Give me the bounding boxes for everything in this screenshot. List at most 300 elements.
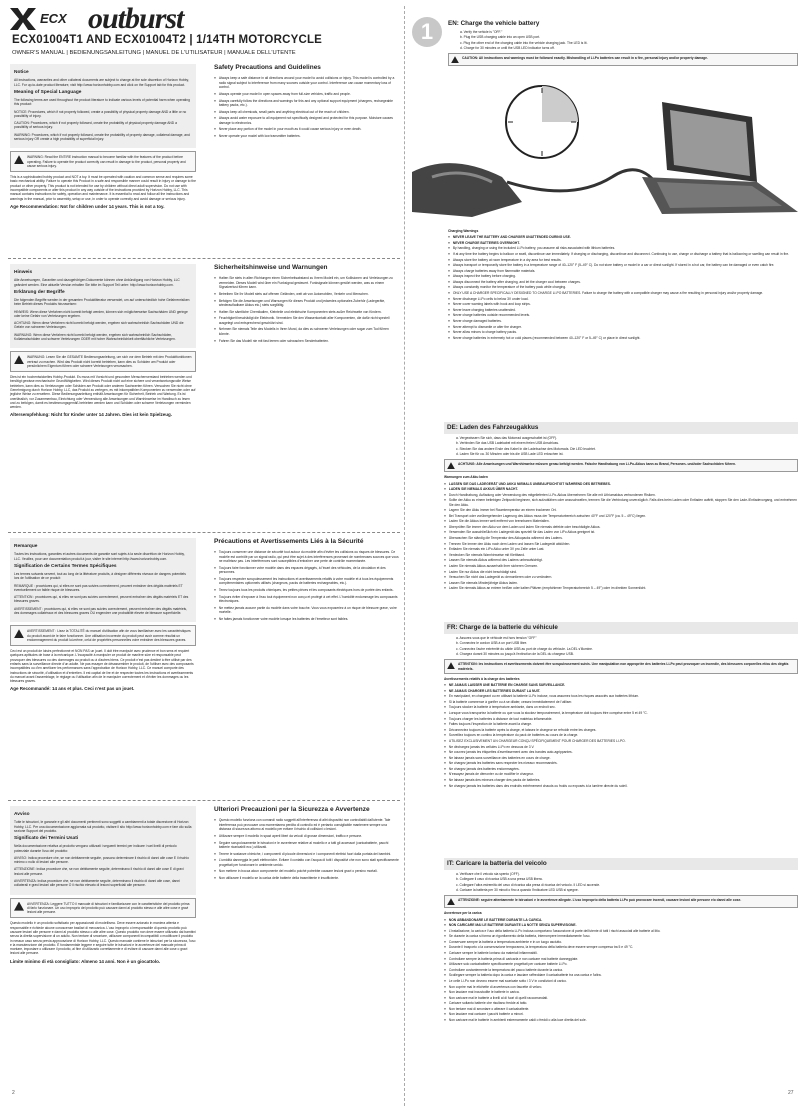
item-text: Sollte der Akku zu einem beliebigen Zeitpunkt beginnen, sich aufzublähen oder anzuschwellen, trennen Sie die Verbindung unverzüglich. Falls dies beim Laden oder Entladen auftritt, stoppen Sie den Lade-/Entladevorgang, und entnehmen Sie den Akku. <box>448 498 797 507</box>
notice-heading: Avviso <box>14 812 30 817</box>
warning-item <box>444 923 798 927</box>
bullet-marker: » <box>444 744 446 749</box>
warning-item <box>444 519 798 523</box>
warning-item <box>444 700 798 704</box>
item-text: Ne laissez jamais des mineurs charger des packs de batteries. <box>448 777 541 782</box>
bullet-marker: » <box>444 563 446 568</box>
item-text: Always charge batteries away from flammable materials. <box>452 268 536 273</box>
bullet-marker: » <box>444 772 446 777</box>
notice-text: All instructions, warranties and other collateral documents are subject to change at the sole discretion of Horizon Hobby, LLC. For up-to-date product literature, visit http://www.horizonhobby.com and click on the Support tab for this product. <box>14 78 189 87</box>
caution-box <box>444 459 798 472</box>
charge-steps <box>444 636 798 656</box>
notice-text: Toutes les instructions, garanties et autres documents de garantie sont sujets à la seule discrétion de Horizon Hobby, LLC. Veuillez, pour une documentation produit à jour, visiter le site internet http://www.horizonhobby.com. <box>14 552 185 561</box>
charge-step: c. Stecken Sie das andere Ende des Kabel in die Ladebuchse des Motorrads. Die LED leuchtet. <box>456 446 596 451</box>
safety-item <box>214 99 400 108</box>
fr-safety-column <box>214 538 400 624</box>
charge-steps <box>444 436 798 456</box>
bullet-marker: » <box>444 733 446 738</box>
item-text: Never operate your model with low transmitter batteries. <box>218 134 301 139</box>
bullet-marker: » <box>444 967 446 972</box>
item-text: Always keep a safe distance in all directions around your model to avoid collisions or injury. This model is controlled by a radio signal subject to interference from many sources outside your control. Interference can cause momentary loss of control. <box>218 76 395 89</box>
warning-definition: AVERTISSEMENT : procédures qui, si elles ne sont pas suivies correctement, peuvent entraîner des dégâts matériels, des dommages collatéraux et des blessures graves OU engendrer une probabilité élevée de blessure superficielle. <box>14 606 187 615</box>
warning-item <box>448 336 798 340</box>
brand-logo: ECX <box>40 11 67 26</box>
item-text: Ne couvrez jamais les étiquettes d'avertissement avec des bandes auto-agrippantes. <box>448 750 573 755</box>
bullet-marker: » <box>448 291 450 296</box>
warning-box-text: WARNING: Read the ENTIRE instruction manual to become familiar with the features of the product before operating. Failure to operate the product correctly can result in damage to the product, personal property and cause serious injury. <box>27 155 186 168</box>
warnings-list <box>444 683 798 788</box>
warning-item <box>444 581 798 585</box>
safety-list <box>214 550 400 621</box>
warning-item <box>448 302 798 306</box>
de-safety-column <box>214 264 400 345</box>
bullet-marker: » <box>444 928 446 933</box>
warning-box <box>10 898 196 919</box>
ecx-x-logo-icon <box>10 8 36 30</box>
warning-item <box>444 694 798 698</box>
bullet-marker: » <box>448 285 450 290</box>
bullet-marker: » <box>444 699 446 704</box>
bullet-marker: » <box>444 945 446 950</box>
bullet-marker: » <box>444 552 446 557</box>
bullet-marker: » <box>444 750 446 755</box>
caution-text: ATTENTION: les instructions et avertissements doivent être scrupuleusement suivis. Une manipulation non appropriée des batteries Li-Po peut provoquer un incendie, des blessures corporelles et/ou des dégâts matériels. <box>458 662 789 671</box>
warning-item <box>444 750 798 754</box>
warning-box-text: AVERTISSEMENT : Lisez la TOTALITÉ du manuel d'utilisation afin de vous familiariser avec les caractéristiques du produit avant de le faire fonctionner. Une utilisation incorrecte du produit peut avoir comme résultat un endommagement du produit lui-même, celui de propriétés personnelles voire entraîner des blessures graves. <box>27 629 191 642</box>
bullet-marker: » <box>214 98 216 103</box>
bullet-marker: » <box>214 605 216 610</box>
item-text: Non caricare mai le batterie a livelli al di fuori di quelli raccomandati. <box>448 995 548 1000</box>
item-text: Ne faites jamais fonctionner votre modèle lorsque les batteries de l'émetteur sont faibles. <box>218 616 349 621</box>
item-text: Laden Sie die Akkus immer weit entfernt von brennbaren Materialien. <box>448 519 550 524</box>
charge-fr-title: FR: Charge de la batterie du véhicule <box>444 622 798 634</box>
caution-text: ATTENZIONE: seguire attentamente le istruzioni e le avvertenze allegate. L'uso improprio della batteria Li-Po può provocare incendi, causare lesioni alle persone e/o danni alle cose. <box>458 898 742 903</box>
warning-item <box>444 979 798 983</box>
warning-item <box>444 745 798 749</box>
notice-heading: Hinweis <box>14 270 33 275</box>
bullet-marker: » <box>444 547 446 552</box>
warning-item <box>444 570 798 574</box>
meaning-heading: Erklärung der Begriffe <box>14 289 65 295</box>
bullet-marker: » <box>448 274 450 279</box>
safety-item <box>214 858 400 867</box>
bullet-marker: » <box>444 1012 446 1017</box>
bullet-marker: » <box>448 324 450 329</box>
page-divider <box>404 6 405 1106</box>
warning-item <box>448 258 798 262</box>
bullet-marker: » <box>444 705 446 710</box>
warning-item <box>444 918 798 922</box>
caution-text: CAUTION: All instructions and warnings must be followed exactly. Mishandling of Li-Po batteries can result in a fire, personal injury and/or property damage. <box>462 56 708 61</box>
item-text: Laden Sie nur Akkus die nicht beschädigt sind. <box>448 569 518 574</box>
item-text: NE JAMAIS CHARGER LES BATTERIES DURANT LA NUIT. <box>448 688 541 693</box>
charge-step: d. Caricare la batteria per 30 minuti o fino a quando l'indicatore LED USB si spegne. <box>456 888 579 893</box>
item-text: Always keep all chemicals, small parts and anything electrical out of the reach of children. <box>218 109 350 114</box>
notice-heading: Notice <box>14 70 29 75</box>
caution-text: ACHTUNG: Alle Anweisungen und Warnhinweise müssen genau befolgt werden. Falsche Handhabung von Li-Po-Akkus kann zu Brand, Personen- und/oder Sachschäden führen. <box>458 462 736 467</box>
bullet-marker: » <box>214 869 216 874</box>
item-text: Always carefully follow the directions and warnings for this and any optional support equipment (chargers, rechargeable battery packs, etc.). <box>218 98 393 107</box>
caution-definition: ACHTUNG: Wenn diese Verfahren nicht korrekt befolgt werden, ergeben sich wahrscheinlich Sachschäden UND die Gefahr von schweren Verletzungen. <box>14 321 184 330</box>
bullet-marker: » <box>214 298 216 303</box>
bullet-marker: » <box>214 316 216 321</box>
laptop-icon <box>642 102 798 214</box>
charge-en-section <box>448 20 798 69</box>
item-text: NEVER CHARGE BATTERIES OVERNIGHT. <box>452 240 520 245</box>
item-text: Non caricare mai le batterie in ambienti estremamente caldi o freddi o alla luce diretta del sole. <box>448 1017 587 1022</box>
warning-triangle-icon <box>14 629 24 638</box>
bullet-marker: » <box>214 594 216 599</box>
item-text: Befolgen Sie die Anweisungen und Warnungen für dieses Produkt und jedwedes optionales Zubehör (Ladegeräte, wiederaufladbare Akkus etc.) stets sorgfältig. <box>218 298 386 307</box>
bullet-marker: » <box>214 565 216 570</box>
warning-item <box>444 728 798 732</box>
bullet-marker: » <box>444 738 446 743</box>
caution-definition: ATTENZIONE: Indica procedure che, se non debitamente seguite, determinano il rischio di danni alle cose E di gravi lesioni alle persone. <box>14 867 184 876</box>
header <box>10 2 400 60</box>
item-text: Lassen Sie niemals Minderjährige Akkus laden. <box>448 580 518 585</box>
warning-item <box>444 525 798 529</box>
divider <box>8 800 400 801</box>
bullet-marker: » <box>444 761 446 766</box>
bullet-marker: » <box>448 330 450 335</box>
safety-item <box>214 550 400 563</box>
charge-steps <box>444 872 798 892</box>
safety-item <box>214 92 400 96</box>
item-text: Laden Sie niemals Akkus ausserhalb ihrer sicheren Grenzen. <box>448 563 539 568</box>
warning-item <box>444 683 798 687</box>
item-text: Always operate your model in open spaces away from full-size vehicles, traffic and people. <box>218 91 351 96</box>
charge-en-warnings <box>448 226 798 341</box>
page-number-right: 27 <box>788 1090 794 1096</box>
warning-item <box>448 263 798 267</box>
warning-item <box>444 990 798 994</box>
bullet-marker: » <box>444 956 446 961</box>
notice-heading: Remarque <box>14 544 38 549</box>
warnings-heading: Warnungen zum Akku laden <box>444 475 488 480</box>
bullet-marker: » <box>444 508 446 513</box>
bullet-marker: » <box>214 616 216 621</box>
safety-item <box>214 577 400 586</box>
safety-heading: Safety Precautions and Guidelines <box>214 64 321 71</box>
divider <box>8 532 400 533</box>
warning-item <box>444 784 798 788</box>
item-text: Halten Sie stets in allen Richtungen einen Sicherheitsabstand zu Ihrem Modell ein, um Kollisionen und Verletzungen zu vermeiden. Dieses Modell wird über ein Funksignal gesteuert. Funksignale können gestört werden, was zu einem Signalverlust führen kann. <box>218 276 393 289</box>
item-text: Überwachen Sie ständig die Temperatur des Akkupacks während des Ladens. <box>448 536 563 541</box>
notice-text: Alle Anweisungen, Garantien und dazugehörigen Dokumente können ohne Ankündigung von Horizon Hobby, LLC geändert werden. Eine aktuelle Version erhalten Sie bitte im Support Teil unter: http://www.horizonhobby.com. <box>14 278 180 287</box>
charge-step: d. Laden Sie für ca. 30 Minuten oder bis die USB Lade LED erloschen ist. <box>456 452 564 457</box>
safety-heading: Précautions et Avertissements Liés à la Sécurité <box>214 538 364 545</box>
caution-box <box>444 659 798 674</box>
item-text: Durante il trasporto o la conservazione temporanea, la temperatura della batteria deve essere sempre compresa tra 5 e 49 °C. <box>448 945 634 950</box>
charge-step: c. Connectez l'autre extrémité du câble USB au port de charge du véhicule. La DEL s'illumine. <box>456 646 593 651</box>
warning-box-text: WARNUNG: Lesen Sie die GESAMTE Bedienungsanleitung, um sich vor dem Betrieb mit den Produktfunktionen vertraut zu machen. Wird das Produkt nicht korrekt betrieben, kann dies zu Schäden am Produkt oder persönlichem Eigentum führen oder schwere Verletzungen verursachen. <box>27 355 192 368</box>
warning-item <box>444 530 798 534</box>
item-text: Surveillez toujours en continu la température du pack de batteries au cours de la charge. <box>448 733 579 738</box>
warning-item <box>448 235 798 239</box>
warnings-heading: Charging Warnings <box>448 229 479 233</box>
bullet-marker: » <box>444 917 446 922</box>
item-text: Caricare sempre le batterie lontano da materiali infiammabili. <box>448 951 538 956</box>
item-text: Non lasciare mai caricare i pacchi batterie a minori. <box>448 1012 524 1017</box>
warning-item <box>448 313 798 317</box>
bullet-marker: » <box>444 722 446 727</box>
bullet-marker: » <box>448 313 450 318</box>
page-number-left: 2 <box>12 1090 15 1096</box>
meaning-intro: Les termes suivants servent, tout au long de la littérature produits, à désigner différents niveaux de dangers potentiels lors de l'utilisation de ce produit: <box>14 572 186 581</box>
item-text: Toujours faire fonctionner votre modèle dans des espaces dégagés, à l'écart des véhicules, de la circulation et des personnes. <box>218 565 386 575</box>
warning-item <box>448 274 798 278</box>
warning-item <box>448 241 798 245</box>
charge-it-title: IT: Caricare la batteria del veicolo <box>444 858 798 870</box>
item-text: Ne mettez jamais aucune partie du modèle dans votre bouche. Vous vous exposeriez à un risque de blessure grave, voire mortelle. <box>218 605 397 615</box>
bullet-marker: » <box>444 755 446 760</box>
item-text: Verwenden Sie ausschließlich ein Ladegerät das speziell für das Laden von LiPo Akkus geeignet ist. <box>448 530 596 535</box>
warning-item <box>444 945 798 949</box>
safety-item <box>214 110 400 114</box>
bullet-marker: » <box>444 536 446 541</box>
warning-item <box>444 996 798 1000</box>
bullet-marker: » <box>444 973 446 978</box>
bullet-marker: » <box>444 990 446 995</box>
bullet-marker: » <box>448 246 450 251</box>
meaning-heading: Signification de Certains Termes Spécifiques <box>14 563 117 569</box>
intro-paragraph: This is a sophisticated hobby product and NOT a toy. It must be operated with caution and common sense and requires some basic mechanical ability. Failure to operate this Product in a safe and responsible manner could result in injury or damage to the product or other property. This product is not intended for use by children without direct adult supervision. Do not use with incompatible components or alter this product in any way outside of the instructions provided by Horizon Hobby, LLC. This manual contains instructions for safety, operation and maintenance. It is essential to read and follow all the instructions and warnings in the manual, prior to assembly, setup or use, in order to operate correctly and avoid damage or serious injury. <box>10 175 196 201</box>
item-text: Never charge batteries outside recommended levels. <box>452 313 530 318</box>
charge-step: b. Plug the USB charging cable into an open USB port. <box>460 35 541 40</box>
bullet-marker: » <box>214 276 216 281</box>
bullet-marker: » <box>214 818 216 823</box>
warning-item <box>444 739 798 743</box>
safety-item <box>214 834 400 838</box>
item-text: Si la batterie commence à gonfler ou à se dilater, cessez immédiatement de l'utiliser. <box>448 699 573 704</box>
charge-en-title: EN: Charge the vehicle battery <box>448 20 540 27</box>
bullet-marker: » <box>444 934 446 939</box>
bullet-marker: » <box>448 252 450 257</box>
charge-de-title: DE: Laden des Fahrzeugakkus <box>444 422 798 434</box>
notice-box <box>10 806 196 895</box>
warning-item <box>444 1007 798 1011</box>
warning-item <box>444 929 798 933</box>
item-text: Toujours respecter scrupuleusement les instructions et avertissements relatifs à votre modèle et à tous les équipements complémentaires optionnels utilisés (chargeurs, packs de batteries rechargeables, etc.). <box>218 576 394 586</box>
bullet-marker: » <box>444 783 446 788</box>
bullet-marker: » <box>444 530 446 535</box>
safety-item <box>214 617 400 621</box>
item-text: If at any time the battery begins to balloon or swell, discontinue use immediately. If charging or discharging, discontinue and disconnect. Continuing to use, charge or discharge a battery that is ballooning or swelling can result in fire. <box>452 252 790 257</box>
safety-item <box>214 276 400 289</box>
item-text: Non utilizzare il modello se la carica delle batterie della trasmittente è insufficiente. <box>218 876 339 881</box>
warning-item <box>448 308 798 312</box>
warning-item <box>448 252 798 256</box>
warning-item <box>448 330 798 334</box>
item-text: Ne chargez jamais les batteries sans respecter les niveaux recommandés. <box>448 761 558 766</box>
warning-item <box>444 493 798 497</box>
bullet-marker: » <box>444 481 446 486</box>
charge-step: b. Collegare il cavo di ricarica USB a una presa USB libera. <box>456 877 543 882</box>
bullet-marker: » <box>448 318 450 323</box>
charge-step: b. Verbinden Sie das USB Ladekabel mit einem freien USB Anschluss. <box>456 441 559 446</box>
item-text: Scollegare sempre la batteria dopo la carica e lasciare raffreddare il caricabatterie tra una carica e l'altra. <box>448 973 602 978</box>
warning-item <box>444 722 798 726</box>
bullet-marker: » <box>444 1001 446 1006</box>
bullet-marker: » <box>444 716 446 721</box>
bullet-marker: » <box>444 939 446 944</box>
item-text: Never allow minors to charge battery packs. <box>452 330 517 335</box>
warning-item <box>444 733 798 737</box>
charge-step: d. Chargez durant 30 minutes ou jusqu'à l'extinction de la DEL du chargeur USB. <box>456 652 574 657</box>
caution-triangle-icon <box>447 898 455 905</box>
warning-item <box>448 319 798 323</box>
item-text: Never discharge Li-Po cells to below 3V under load. <box>452 296 529 301</box>
bullet-marker: » <box>444 995 446 1000</box>
item-text: NEVER LEAVE THE BATTERY AND CHARGER UNATTENDED DURING USE. <box>452 235 571 240</box>
warning-item <box>444 778 798 782</box>
step-number-badge: 1 <box>412 17 442 47</box>
warning-item <box>444 536 798 540</box>
bullet-marker: » <box>444 711 446 716</box>
item-text: LASSEN SIE DAS LADEGERÄT UND AKKU NIEMALS UNBEAUFSICHTIGT WÄHREND DES BETRIEBES. <box>448 481 611 486</box>
safety-item <box>214 310 400 314</box>
bullet-marker: » <box>444 688 446 693</box>
safety-item <box>214 299 400 308</box>
item-text: Halten Sie sämtliche Chemikalien, Kleinteile und elektrische Komponenten stets außer Reichweite von Kindern. <box>218 309 382 314</box>
warning-item <box>444 1018 798 1022</box>
item-text: Ne chargez jamais les batteries dans des endroits extrêmement chauds ou froids ou exposés à la lumière directe du soleil. <box>448 783 628 788</box>
item-text: NE JAMAIS LAISSER UNE BATTERIE EN CHARGE SANS SURVEILLANCE. <box>448 683 566 688</box>
charge-step: c. Plug the other end of the charging cable into the vehicle charging jack. The LED is lit. <box>460 40 588 45</box>
warning-triangle-icon <box>14 355 24 364</box>
charge-step: d. Charge for 30 minutes or until the USB LED indicator turns off. <box>460 46 555 51</box>
item-text: Lagern Sie den Akku immer bei Raumtemperatur an einem trockenen Ort. <box>448 508 557 513</box>
warning-item <box>444 553 798 557</box>
item-text: Non mettere in bocca alcun componente del modello poiché potrebbe causare lesioni gravi o persino mortali. <box>218 869 378 874</box>
bullet-marker: » <box>448 302 450 307</box>
warning-item <box>444 957 798 961</box>
item-text: Toujours stocker la batterie à température ambiante, dans un endroit sec. <box>448 705 556 710</box>
warning-item <box>444 968 798 972</box>
it-notice-column <box>10 806 196 965</box>
bullet-marker: » <box>214 127 216 132</box>
charging-illustration <box>412 82 798 222</box>
warning-item <box>444 1012 798 1016</box>
bullet-marker: » <box>444 580 446 585</box>
warning-item <box>444 689 798 693</box>
item-text: Questo modello funziona con comandi radio soggetti all'interferenza di altri dispositivi non controllabili dall'utente. Tale interferenza può provocare una momentanea perdita di controllo ed è pertanto consigliabile mantenere sempre una distanza di sicurezza attorno al modello per evitare il rischio di collisioni o lesioni. <box>218 818 391 831</box>
notice-box <box>10 264 196 348</box>
motorcycle-battery-icon <box>412 163 522 217</box>
bullet-marker: » <box>444 1017 446 1022</box>
warning-item <box>444 542 798 546</box>
meaning-heading: Significato dei Termini Usati <box>14 836 79 842</box>
item-text: Ne déchargez jamais les cellules Li-Po en dessous de 3 V. <box>448 744 535 749</box>
item-text: Laden Sie niemals Akkus an extrem heißen oder kalten Plätzen (empfohlener Temperaturbereich 5 – 49°) oder im direkten Sonnenlicht. <box>448 586 647 591</box>
item-text: Betreiben Sie Ihr Modell stets auf offenen Geländen, weit ab von Automobilen, Verkehr und Menschen. <box>218 291 369 296</box>
warning-item <box>444 761 798 765</box>
item-text: Utilizzare solo caricabatterie specificamente progettati per caricare batterie Li-Po. <box>448 962 568 967</box>
bullet-marker: » <box>448 268 450 273</box>
warning-box <box>10 151 196 172</box>
warning-item <box>448 269 798 273</box>
item-text: NON ABBANDONARE LE BATTERIE DURANTE LA CARICA. <box>448 917 543 922</box>
item-text: Toujours charger les batteries à distance de tout matériau inflammable. <box>448 716 553 721</box>
intro-paragraph: Ceci est un produit de loisirs perfectionné et NON PAS un jouet. Il doit être manipulé avec prudence et bon sens et requiert quelques aptitudes de base à la mécanique. L'incapacité à manipuler ce produit de manière sûre et responsable peut provoquer des blessures ou des dommages au produit ou à d'autres biens. Ce produit n'est pas destiné à être utilisé par des enfants sans la surveillance directe d'un adulte. Ne pas essayer de désassembler le produit, de l'utiliser avec des composants incompatibles ou d'en améliorer les performances sans l'approbation de Horizon Hobby, LLC. Ce manuel comporte des instructions de sécurité, d'utilisation et d'entretien. Il est capital de lire et de respecter toutes les instructions et avertissements du manuel avant l'assemblage, le réglage ou l'utilisation afin de le manipuler correctement et d'éviter les dommages ou les blessures graves. <box>10 649 194 684</box>
item-text: Always constantly monitor the temperature of the battery pack while charging. <box>452 285 567 290</box>
warning-item <box>444 711 798 715</box>
safety-item <box>214 869 400 873</box>
item-text: Conservare sempre la batteria a temperatura ambiente e in un luogo asciutto. <box>448 939 563 944</box>
divider <box>8 258 400 259</box>
notice-box <box>10 64 196 148</box>
warning-item <box>444 951 798 955</box>
item-text: Fahren Sie das Modell nie mit fast leeren oder schwachen Senderbatterien. <box>218 338 329 343</box>
item-text: Non lasciare mai incustodite le batterie in carica. <box>448 990 520 995</box>
fr-notice-column <box>10 538 196 692</box>
item-text: Déconnectez toujours la batterie après la charge, et laissez le chargeur se refroidir entre les charges. <box>448 727 597 732</box>
charge-step: a. Assurez-vous que le véhicule est hors tension "OFF" <box>456 636 537 641</box>
bullet-marker: » <box>214 840 216 845</box>
bullet-marker: » <box>444 498 446 503</box>
item-text: Versuchen Sie nicht das Ladegerät zu demontieren oder zu verändern. <box>448 575 553 580</box>
warnings-heading: Avvertenze per la carica <box>444 911 482 916</box>
item-text: ONLY USE A CHARGER SPECIFICALLY DESIGNED TO CHARGE LI-PO BATTERIES. Failure to charge the battery with a compatible charger may cause a fire resulting in personal injury and/or property damage. <box>452 291 764 296</box>
item-text: Feuchtigkeit beschädigt die Elektronik. Vermeiden Sie den Wasserkontakt aller Komponenten, die dafür nicht speziell ausgelegt und entsprechend geschützt sind. <box>218 316 390 325</box>
bullet-marker: » <box>214 109 216 114</box>
warning-item <box>448 246 798 250</box>
notice-box <box>10 538 196 622</box>
bullet-marker: » <box>444 694 446 699</box>
warnings-heading: Avertissements relatifs à la charge des batteries <box>444 676 520 681</box>
bullet-marker: » <box>448 335 450 340</box>
warning-item <box>444 1001 798 1005</box>
item-text: Nehmen Sie niemals Teile des Modells in Ihren Mund, da dies zu schweren Verletzungen oder sogar zum Tod führen könnte. <box>218 327 389 336</box>
safety-item <box>214 327 400 336</box>
warning-item <box>448 291 798 295</box>
item-text: Never charge batteries in extremely hot or cold places (recommended between 40–120° F or 5–49° C) or place in direct sunlight. <box>452 335 641 340</box>
bullet-marker: » <box>214 550 216 555</box>
safety-item <box>214 588 400 592</box>
bullet-marker: » <box>214 327 216 332</box>
warning-definition: WARNING: Procedures, which if not properly followed, create the probability of property damage, collateral damage, and serious injury OR create a high probability of superficial injury. <box>14 132 190 141</box>
bullet-marker: » <box>214 858 216 863</box>
item-text: L'installazione, la carica e l'uso della batteria Li-Po inclusa comportano l'assunzione di parte dell'utente di tutti i rischi associati alle batterie al litio. <box>448 928 661 933</box>
age-recommendation: Age Recommendation: Not for children under 14 years. This is not a toy. <box>10 203 165 209</box>
warning-definition: AVVERTENZA: Indica procedure che, se non debitamente seguite, determinano il rischio di danni alle cose, danni collaterali e gravi lesioni alle persone O il rischio elevato di lesioni superficiali alle persone. <box>14 879 180 888</box>
bullet-marker: » <box>448 296 450 301</box>
item-text: Never place any portion of the model in your mouth as it could cause serious injury or even death. <box>218 127 362 132</box>
safety-item <box>214 116 400 125</box>
caution-box <box>448 53 798 66</box>
item-text: Always disconnect the battery after charging, and let the charger cool between charges. <box>452 279 581 284</box>
warning-item <box>444 487 798 491</box>
caution-definition: ATTENTION : procédures qui, si elles ne sont pas suivies correctement, peuvent entraîner des dégâts matériels ET des blessures graves. <box>14 595 189 604</box>
bullet-marker: » <box>214 833 216 838</box>
safety-item <box>214 292 400 296</box>
bullet-marker: » <box>448 240 450 245</box>
warning-item <box>448 280 798 284</box>
item-text: Verdecken Sie niemals Warnhinweise mit Klettband. <box>448 552 525 557</box>
notice-text: Tutte le istruzioni, le garanzie e gli altri documenti pertinenti sono soggetti a cambiamenti a totale discrezione di Horizon Hobby, LLC. Per una documentazione aggiornata sul prodotto, visitare il sito http://www.horizonhobby.com e fare clic sulla sezione Support del prodotto. <box>14 820 192 833</box>
safety-item <box>214 566 400 575</box>
warning-item <box>448 325 798 329</box>
warning-item <box>444 756 798 760</box>
charge-step: a. Vergewissern Sie sich, dass das Motorrad ausgeschaltet ist (OFF). <box>456 436 558 441</box>
notice-definition: HINWEIS: Wenn diese Verfahren nicht korrekt befolgt werden, können sich möglicherweise Sachschäden UND geringe oder keine Gefahr von Verletzungen ergeben. <box>14 309 188 318</box>
charge-step: a. Verify the vehicle is "OFF." <box>460 30 503 35</box>
bullet-marker: » <box>214 851 216 856</box>
en-notice-column <box>10 64 196 210</box>
charge-step: c. Collegare l'altra estremità del cavo di ricarica alla presa di ricarica del veicolo. Il LED si accende. <box>456 882 601 887</box>
item-text: Caricare soltanto batterie che risultano fredde al tatto. <box>448 1001 528 1006</box>
warning-item <box>444 547 798 551</box>
